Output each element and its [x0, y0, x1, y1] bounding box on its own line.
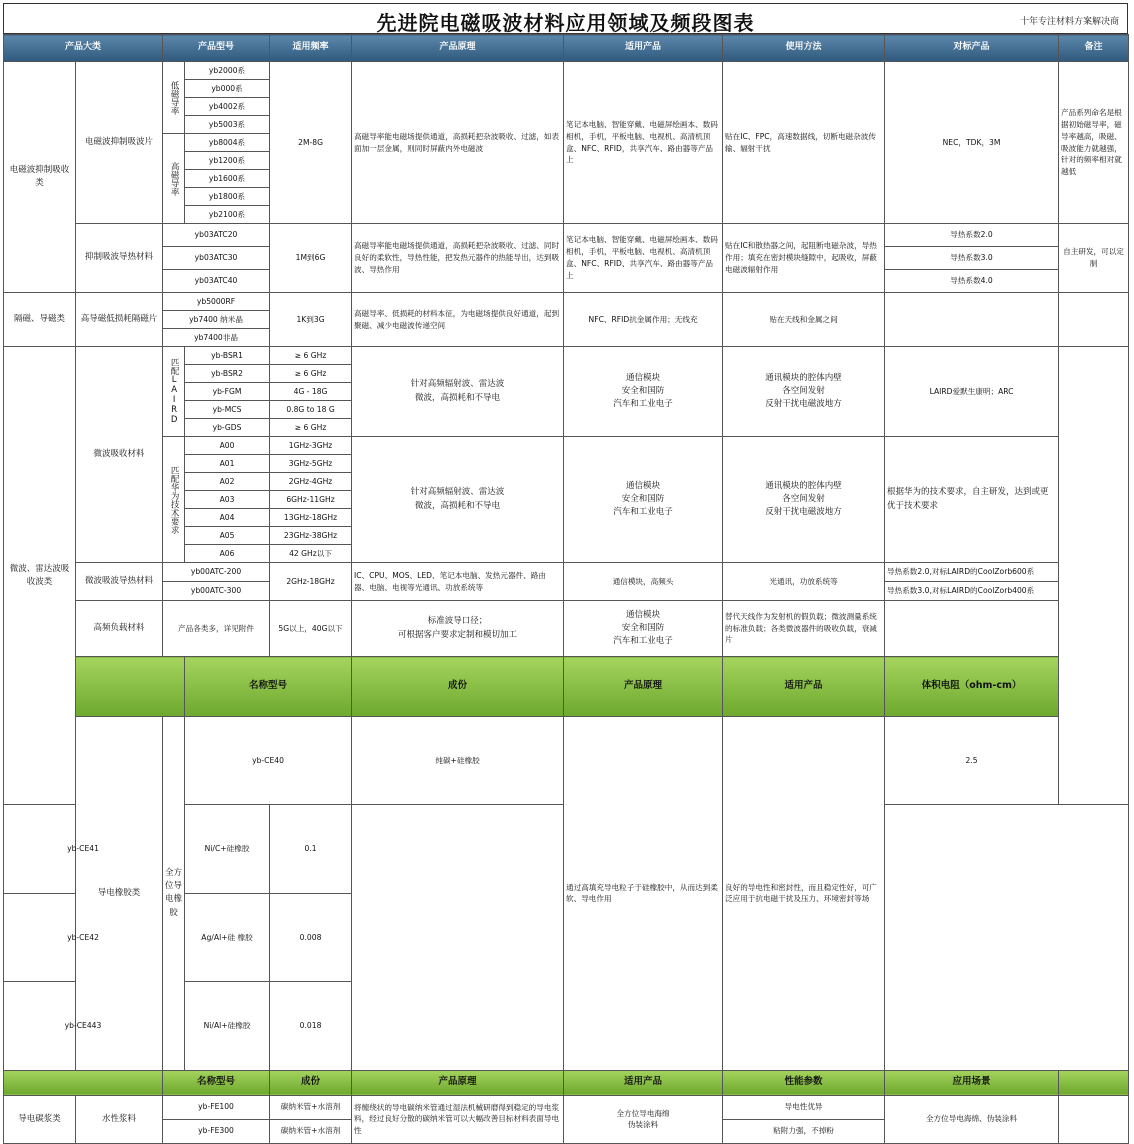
- model-cell: yb1200系: [185, 152, 270, 170]
- composition-cell: Ni/Al+硅橡胶: [185, 982, 270, 1071]
- header-principle: 产品原理: [352, 35, 564, 62]
- model-cell: A06: [185, 545, 270, 563]
- freq-cell: 3GHz-5GHz: [270, 455, 352, 473]
- paste-scene: 全方位导电海绵、伪装涂料: [885, 1095, 1059, 1143]
- category-emi: 电磁波抑制吸收类: [4, 62, 76, 293]
- table-row: [4, 62, 1129, 80]
- freq-cell: 42 GHz以下: [270, 545, 352, 563]
- mw-thermal-freq: 2GHz-18GHz: [270, 563, 352, 601]
- model-cell: A02: [185, 473, 270, 491]
- model-cell: yb2100系: [185, 206, 270, 224]
- composition-cell: Ni/C+硅橡胶: [185, 805, 270, 893]
- emi-sheet-freq: 2M-8G: [270, 62, 352, 224]
- category-paste: 导电碳浆类: [4, 1095, 76, 1143]
- rubber-header-row: [4, 657, 1129, 717]
- model-cell: yb00ATC-300: [163, 582, 270, 601]
- category-rubber: 导电橡胶类: [76, 716, 163, 1070]
- header-row: [4, 35, 1129, 62]
- hw-products: 通信模块 安全和国防 汽车和工业电子: [564, 437, 723, 563]
- rubber-principle: 通过高填充导电粒子于硅橡胶中，从而达到柔软、导电作用: [564, 716, 723, 1070]
- freq-cell: 13GHz-18GHz: [270, 509, 352, 527]
- model-cell: yb1800系: [185, 188, 270, 206]
- model-cell: yb-BSR2: [185, 365, 270, 383]
- table-row: [4, 601, 1129, 657]
- huawei-label: 匹配华为技术要求: [163, 437, 185, 563]
- load-principle: 标准波导口径； 可根据客户要求定制和模切加工: [352, 601, 564, 657]
- laird-usage: 通讯模块的腔体内壁 各空间发射 反射干扰电磁波地方: [723, 347, 885, 437]
- performance-cell: 粘附力强，不掉粉: [723, 1119, 885, 1143]
- header-freq: 适用频率: [270, 35, 352, 62]
- rubber-header-composition: 成份: [352, 657, 564, 717]
- mw-thermal-principle: IC、CPU、MOS、LED、笔记本电脑、发热元器件、路由器、电脑、电视等光通讯、功放系统等: [352, 563, 564, 601]
- resistivity-cell: 0.018: [270, 982, 352, 1071]
- benchmark-cell: 导热系数3.0,对标LAIRD的CoolZorb400系: [885, 582, 1059, 601]
- benchmark-cell: 导热系数4.0: [885, 270, 1059, 293]
- iso-products: NFC、RFID抗金属作用；无线充: [564, 293, 723, 347]
- model-cell: yb03ATC30: [163, 247, 270, 270]
- paste-header-scene: 应用场景: [885, 1070, 1059, 1095]
- paste-header-blank: [4, 1070, 163, 1095]
- model-cell: yb-FE300: [163, 1119, 270, 1143]
- title-bar: [3, 3, 1128, 34]
- paste-header-row: [4, 1070, 1129, 1095]
- laird-benchmark: LAIRD爱默生康明；ARC: [885, 347, 1059, 437]
- chart-sheet: [3, 3, 1128, 1136]
- freq-cell: ≥ 6 GHz: [270, 419, 352, 437]
- model-cell: yb-CE41: [4, 805, 163, 893]
- model-cell: yb1600系: [185, 170, 270, 188]
- benchmark-cell: 导热系数2.0,对标LAIRD的CoolZorb600系: [885, 563, 1059, 582]
- rubber-header-blank: [76, 657, 185, 717]
- model-cell: yb03ATC40: [163, 270, 270, 293]
- model-cell: yb-MCS: [185, 401, 270, 419]
- table-row: [4, 437, 1129, 455]
- freq-cell: 6GHz-11GHz: [270, 491, 352, 509]
- resistivity-cell: 2.5: [885, 716, 1059, 804]
- table-row: [4, 716, 1129, 804]
- composition-cell: 碳纳米管+水溶剂: [270, 1119, 352, 1143]
- model-cell: yb2000系: [185, 62, 270, 80]
- hw-benchmark: 根据华为的技术要求，自主研发，达到或更优于技术要求: [885, 437, 1059, 563]
- hw-usage: 通讯模块的腔体内壁 各空间发射 反射干扰电磁波地方: [723, 437, 885, 563]
- header-remark: 备注: [1059, 35, 1129, 62]
- hw-principle: 针对高频辐射波、雷达波 微波，高损耗和不导电: [352, 437, 564, 563]
- iso-name: 高导磁低损耗隔磁片: [76, 293, 163, 347]
- model-cell: yb7400 纳米晶: [163, 311, 270, 329]
- model-cell: yb7400非晶: [163, 329, 270, 347]
- laird-products: 通信模块 安全和国防 汽车和工业电子: [564, 347, 723, 437]
- model-cell: A05: [185, 527, 270, 545]
- model-cell: yb03ATC20: [163, 224, 270, 247]
- rubber-products: 良好的导电性和密封性，而且稳定性好，可广泛应用于抗电磁干扰及压力、环境密封等场: [723, 716, 885, 1070]
- emi-thermal-products: 笔记本电脑、智能穿戴、电磁屏绘画本、数码相机，手机，平板电脑、电视机、高清机顶盒、NFC、RFID、共享汽车、路由器等产品上: [564, 224, 723, 293]
- emi-thermal-freq: 1M到6G: [270, 224, 352, 293]
- emi-sheet-name: 电磁波抑制吸波片: [76, 62, 163, 224]
- composition-cell: 纯碳+硅橡胶: [352, 716, 564, 804]
- header-model: 产品型号: [163, 35, 270, 62]
- table-row: [4, 1095, 1129, 1119]
- model-cell: A04: [185, 509, 270, 527]
- emi-sheet-benchmark: NEC，TDK，3M: [885, 62, 1059, 224]
- tagline: 十年专注材料方案解决商: [1019, 17, 1119, 27]
- paste-header-performance: 性能参数: [723, 1070, 885, 1095]
- performance-cell: 导电性优异: [723, 1095, 885, 1119]
- freq-cell: 0.8G to 18 G: [270, 401, 352, 419]
- low-permeability-label: 低磁导率: [163, 62, 185, 134]
- model-cell: A03: [185, 491, 270, 509]
- model-cell: yb8004系: [185, 134, 270, 152]
- header-benchmark: 对标产品: [885, 35, 1059, 62]
- emi-sheet-remark: 产品系列命名是根据初始磁导率，磁导率越高，吸磁、吸波能力就越强，针对的频率相对就越低: [1059, 62, 1129, 224]
- paste-principle: 将缠绕状的导电碳纳米管通过湿法机械研磨得到稳定的导电浆料，经过良好分散的碳纳米管可以大幅改善目标材料表面导电性: [352, 1095, 564, 1143]
- load-benchmark: [885, 601, 1059, 657]
- load-freq: 5G以上，40G以下: [270, 601, 352, 657]
- emi-sheet-principle: 高磁导率能电磁场提供通道，高损耗把杂波吸收、过滤，如表面加一层金属，则同时屏蔽内外电磁波: [352, 62, 564, 224]
- iso-benchmark: [885, 293, 1059, 347]
- paste-header-blank2: [1059, 1070, 1129, 1095]
- model-cell: yb00ATC-200: [163, 563, 270, 582]
- model-cell: yb-BSR1: [185, 347, 270, 365]
- composition-cell: 碳纳米管+水溶剂: [270, 1095, 352, 1119]
- resistivity-cell: 0.008: [270, 893, 352, 981]
- spec-table: [3, 34, 1129, 1144]
- iso-usage: 贴在天线和金属之间: [723, 293, 885, 347]
- rubber-header-products: 适用产品: [723, 657, 885, 717]
- header-category: 产品大类: [4, 35, 163, 62]
- model-cell: yb-FGM: [185, 383, 270, 401]
- load-usage: 替代天线作为发射机的假负载；微波测量系统的标准负载；各类微波器件的吸收负载，衰减片: [723, 601, 885, 657]
- iso-principle: 高磁导率、低损耗的材料本征，为电磁场提供良好通道，起到聚磁、减少电磁波传递空间: [352, 293, 564, 347]
- high-permeability-label: 高磁导率: [163, 134, 185, 224]
- mw-thermal-usage: 光通讯，功放系统等: [723, 563, 885, 601]
- model-cell: yb-CE42: [4, 893, 163, 981]
- benchmark-cell: 导热系数3.0: [885, 247, 1059, 270]
- laird-label: 匹配LAIRD: [163, 347, 185, 437]
- category-mw: 微波、雷达波吸收波类: [4, 347, 76, 805]
- freq-cell: 23GHz-38GHz: [270, 527, 352, 545]
- model-cell: yb4002系: [185, 98, 270, 116]
- benchmark-cell: 导热系数2.0: [885, 224, 1059, 247]
- header-products: 适用产品: [564, 35, 723, 62]
- emi-thermal-principle: 高磁导率能电磁场提供通道，高损耗把杂波吸收、过滤、同时良好的柔软性，导热性能，把发热元器件的热能导出，达到吸波、导热作用: [352, 224, 564, 293]
- paste-header-principle: 产品原理: [352, 1070, 564, 1095]
- model-cell: yb-CE40: [185, 716, 352, 804]
- freq-cell: 4G - 18G: [270, 383, 352, 401]
- emi-thermal-name: 抑制吸波导热材料: [76, 224, 163, 293]
- paste-header-products: 适用产品: [564, 1070, 723, 1095]
- category-iso: 隔磁、导磁类: [4, 293, 76, 347]
- rubber-header-principle: 产品原理: [564, 657, 723, 717]
- laird-principle: 针对高频辐射波、雷达波 微波，高损耗和不导电: [352, 347, 564, 437]
- model-cell: yb5003系: [185, 116, 270, 134]
- paste-header-composition: 成份: [270, 1070, 352, 1095]
- paste-name: 水性浆料: [76, 1095, 163, 1143]
- resistivity-cell: 0.1: [270, 805, 352, 893]
- load-models: 产品各类多，详见附件: [163, 601, 270, 657]
- table-row: [4, 293, 1129, 311]
- emi-sheet-products: 笔记本电脑、智能穿戴、电磁屏绘画本、数码相机，手机，平板电脑、电视机、高清机顶盒、NFC、RFID，共享汽车、路由器等产品上: [564, 62, 723, 224]
- model-cell: yb5000RF: [163, 293, 270, 311]
- model-cell: yb000系: [185, 80, 270, 98]
- rubber-name: 全方位导电橡胶: [163, 716, 185, 1070]
- table-row: [4, 347, 1129, 365]
- model-cell: yb-GDS: [185, 419, 270, 437]
- freq-cell: 1GHz-3GHz: [270, 437, 352, 455]
- mw-remark: [1059, 347, 1129, 805]
- mw-thermal-products: 通信模块，高频头: [564, 563, 723, 601]
- model-cell: yb-CE443: [4, 982, 163, 1071]
- emi-thermal-usage: 贴在IC和散热器之间，起阻断电磁杂波，导热作用；填充在密封模块缝隙中，起吸收，屏蔽电磁波辐射作用: [723, 224, 885, 293]
- paste-products: 全方位导电海绵 伪装涂料: [564, 1095, 723, 1143]
- paste-remark: [1059, 1095, 1129, 1143]
- model-cell: yb-FE100: [163, 1095, 270, 1119]
- mw-absorber-name: 微波吸收材料: [76, 347, 163, 563]
- iso-remark: [1059, 293, 1129, 347]
- table-row: [4, 224, 1129, 247]
- iso-freq: 1K到3G: [270, 293, 352, 347]
- load-products: 通信模块 安全和国防 汽车和工业电子: [564, 601, 723, 657]
- table-row: [4, 563, 1129, 582]
- freq-cell: ≥ 6 GHz: [270, 347, 352, 365]
- freq-cell: ≥ 6 GHz: [270, 365, 352, 383]
- header-usage: 使用方法: [723, 35, 885, 62]
- rubber-header-resistivity: 体积电阻（ohm-cm）: [885, 657, 1059, 717]
- emi-sheet-usage: 贴在IC、FPC，高速数据线，切断电磁杂波传输、辐射干扰: [723, 62, 885, 224]
- page-title: 先进院电磁吸波材料应用领域及频段图表: [376, 11, 755, 35]
- freq-cell: 2GHz-4GHz: [270, 473, 352, 491]
- mw-thermal-name: 微波吸波导热材料: [76, 563, 163, 601]
- emi-thermal-remark: 自主研发，可以定制: [1059, 224, 1129, 293]
- model-cell: A01: [185, 455, 270, 473]
- model-cell: A00: [185, 437, 270, 455]
- paste-header-model: 名称型号: [163, 1070, 270, 1095]
- rubber-header-model: 名称型号: [185, 657, 352, 717]
- load-name: 高频负载材料: [76, 601, 163, 657]
- composition-cell: Ag/Al+硅 橡胶: [185, 893, 270, 981]
